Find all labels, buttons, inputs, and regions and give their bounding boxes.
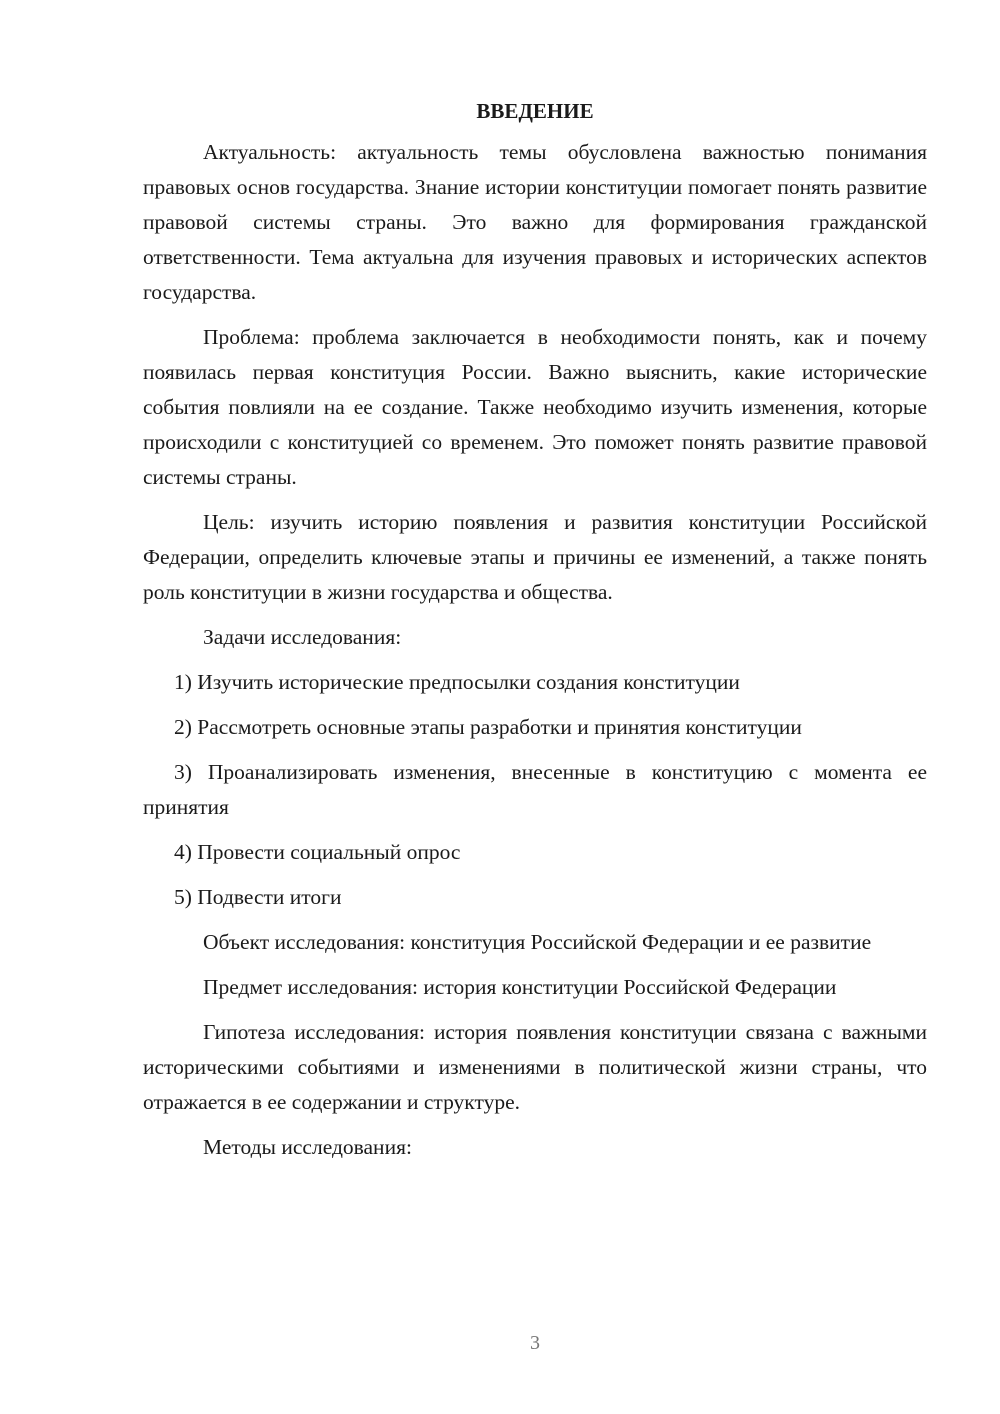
task-item: 4) Провести социальный опрос	[174, 840, 461, 864]
paragraph-hypothesis: Гипотеза исследования: история появления конституции связана с важными историческими событиями и изменениями в политической жизни страны, что отражается в ее содержании и структуре.	[143, 1020, 927, 1114]
task-item: 2) Рассмотреть основные этапы разработки и принятия конституции	[174, 715, 802, 739]
page-number: 3	[530, 1332, 540, 1354]
task-item: 5) Подвести итоги	[174, 885, 342, 909]
page-content	[143, 97, 927, 1175]
section-title: ВВЕДЕНИЕ	[476, 99, 594, 123]
paragraph-tasks-heading: Задачи исследования:	[203, 625, 402, 649]
paragraph-problem: Проблема: проблема заключается в необходимости понять, как и почему появилась первая конституция России. Важно выяснить, какие исторические события повлияли на ее создание. Также необходимо изучить изменения, которые происходили с конституцией со временем. Это поможет понять развитие правовой системы страны.	[143, 325, 927, 489]
paragraph-goal: Цель: изучить историю появления и развития конституции Российской Федерации, определить ключевые этапы и причины ее изменений, а также понять роль конституции в жизни государства и общества.	[143, 510, 927, 604]
paragraph-methods: Методы исследования:	[203, 1135, 412, 1159]
task-item: 3) Проанализировать изменения, внесенные в конституцию с момента ее принятия	[143, 760, 927, 819]
task-item: 1) Изучить исторические предпосылки создания конституции	[174, 670, 740, 694]
paragraph-subject: Предмет исследования: история конституции Российской Федерации	[203, 975, 837, 999]
paragraph-object: Объект исследования: конституция Российской Федерации и ее развитие	[203, 930, 872, 954]
paragraph-relevance: Актуальность: актуальность темы обусловлена важностью понимания правовых основ государства. Знание истории конституции помогает понять развитие правовой системы страны. Это важно для формирования гражданской ответственности. Тема актуальна для изучения правовых и исторических аспектов государства.	[143, 140, 927, 304]
